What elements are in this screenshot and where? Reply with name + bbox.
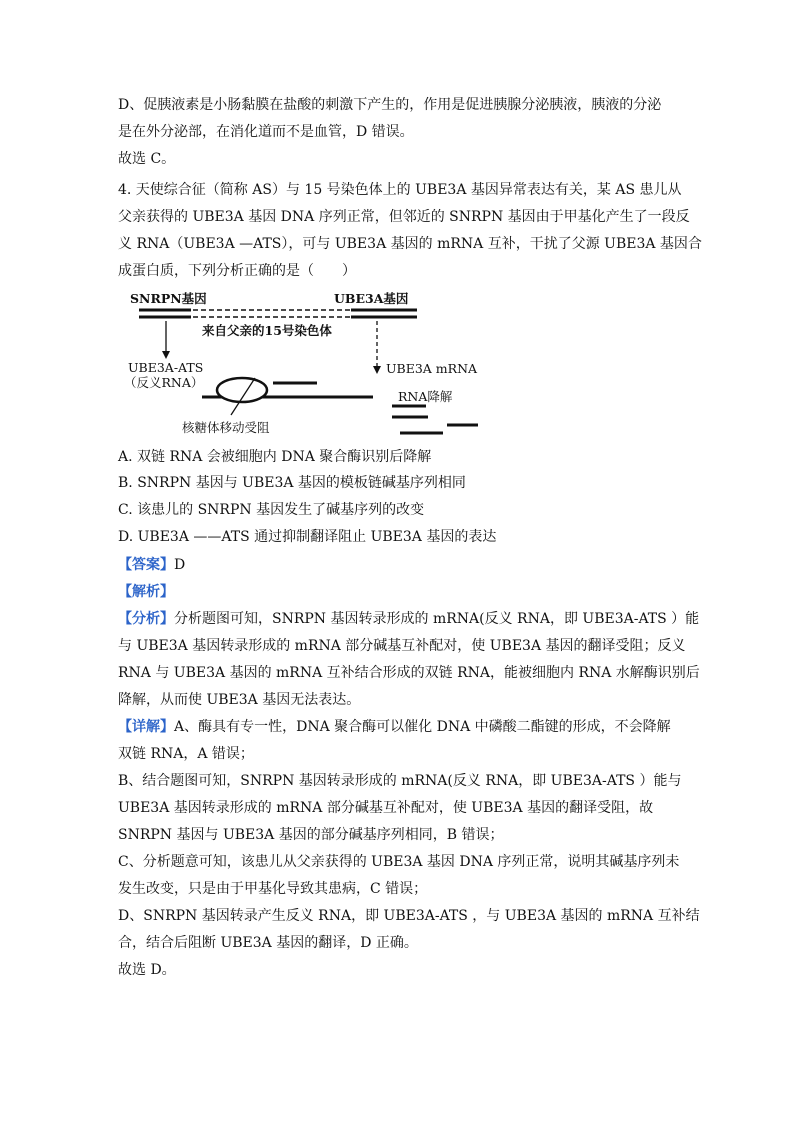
fenxi-line: 降解，从而使 UBE3A 基因无法表达。 bbox=[118, 692, 361, 708]
xiangjie-line: C、分析题意可知，该患儿从父亲获得的 UBE3A 基因 DNA 序列正常，说明其碱基序列未 bbox=[118, 854, 680, 870]
question-stem: 义 RNA（UBE3A —ATS），可与 UBE3A 基因的 mRNA 互补，干扰了父源 UBE3A 基因合 bbox=[118, 236, 702, 252]
snrpn-gene-label: SNRPN基因 bbox=[130, 291, 207, 306]
fenxi-tag: 【分析】 bbox=[118, 611, 174, 627]
ats-label: UBE3A-ATS bbox=[128, 360, 204, 375]
xiangjie-line: B、结合题图可知，SNRPN 基因转录形成的 mRNA(反义 RNA，即 UBE3A-ATS ）能与 bbox=[118, 773, 682, 789]
ube3a-gene-label: UBE3A基因 bbox=[334, 291, 409, 306]
text-line: 故选 C。 bbox=[118, 151, 176, 167]
answer-value: D bbox=[174, 557, 186, 573]
fenxi-line: 【分析】分析题图可知，SNRPN 基因转录形成的 mRNA(反义 RNA，即 UBE3A-ATS ）能 bbox=[118, 611, 700, 627]
text-line: D、促胰液素是小肠黏膜在盐酸的刺激下产生的，作用是促进胰腺分泌胰液，胰液的分泌 bbox=[118, 97, 662, 113]
ats-antisense-label: （反义RNA） bbox=[124, 375, 204, 390]
option-c: C. 该患儿的 SNRPN 基因发生了碱基序列的改变 bbox=[118, 502, 425, 518]
xiangjie-tag: 【详解】 bbox=[118, 719, 174, 735]
option-d: D. UBE3A ——ATS 通过抑制翻译阻止 UBE3A 基因的表达 bbox=[118, 529, 497, 545]
arrow-head-icon bbox=[162, 351, 170, 359]
mrna-label: UBE3A mRNA bbox=[386, 361, 478, 376]
xiangjie-line: 故选 D。 bbox=[118, 962, 176, 978]
question-stem: 父亲获得的 UBE3A 基因 DNA 序列正常，但邻近的 SNRPN 基因由于甲基化产生了一段反 bbox=[118, 209, 690, 225]
xiangjie-line: 双链 RNA，A 错误； bbox=[118, 746, 254, 762]
ribosome-blocked-label: 核糖体移动受阻 bbox=[182, 420, 270, 435]
xiangjie-line: D、SNRPN 基因转录产生反义 RNA，即 UBE3A-ATS ，与 UBE3A 基因的 mRNA 互补结 bbox=[118, 908, 700, 924]
option-a: A. 双链 RNA 会被细胞内 DNA 聚合酶识别后降解 bbox=[118, 449, 432, 465]
analysis-heading bbox=[118, 579, 678, 606]
fenxi-line: 与 UBE3A 基因转录形成的 mRNA 部分碱基互补配对，使 UBE3A 基因的翻译受阻；反义 bbox=[118, 638, 686, 654]
gene-expression-diagram bbox=[118, 283, 498, 443]
analysis-tag: 【解析】 bbox=[118, 584, 174, 600]
question-stem: 成蛋白质，下列分析正确的是（ ） bbox=[118, 263, 356, 279]
question-stem: 4. 天使综合征（简称 AS）与 15 号染色体上的 UBE3A 基因异常表达有关，某 AS 患儿从 bbox=[118, 182, 682, 198]
arrow-head-icon bbox=[373, 366, 381, 374]
answer-tag: 【答案】 bbox=[118, 557, 174, 573]
fenxi-line: RNA 与 UBE3A 基因的 mRNA 互补结合形成的双链 RNA，能被细胞内 RNA 水解酶识别后 bbox=[118, 665, 700, 681]
option-b: B. SNRPN 基因与 UBE3A 基因的模板链碱基序列相同 bbox=[118, 475, 466, 491]
chromosome-label: 来自父亲的15号染色体 bbox=[202, 323, 332, 338]
degradation-label: RNA降解 bbox=[398, 389, 453, 404]
answer-line bbox=[118, 552, 678, 579]
xiangjie-line: 合，结合后阻断 UBE3A 基因的翻译，D 正确。 bbox=[118, 935, 418, 951]
xiangjie-line: SNRPN 基因与 UBE3A 基因的部分碱基序列相同，B 错误； bbox=[118, 827, 504, 843]
xiangjie-line: 发生改变，只是由于甲基化导致其患病，C 错误； bbox=[118, 881, 428, 897]
text-line: 是在外分泌部，在消化道而不是血管，D 错误。 bbox=[118, 124, 414, 140]
xiangjie-line: UBE3A 基因转录形成的 mRNA 部分碱基互补配对，使 UBE3A 基因的翻译受阻，故 bbox=[118, 800, 654, 816]
xiangjie-line: 【详解】A、酶具有专一性，DNA 聚合酶可以催化 DNA 中磷酸二酯键的形成，不会降解 bbox=[118, 719, 671, 735]
